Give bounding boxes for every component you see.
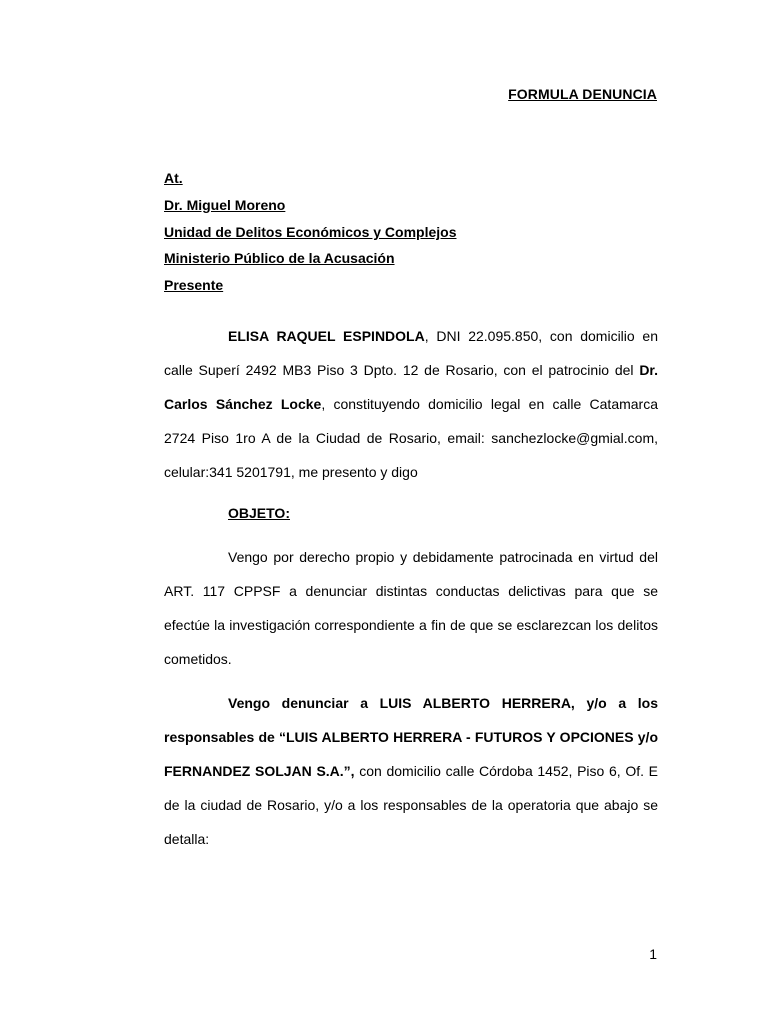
section-heading-objeto: OBJETO: (228, 505, 290, 521)
addressee-block (164, 168, 457, 302)
document-title: FORMULA DENUNCIA (508, 86, 657, 102)
addressee-line: At. (164, 170, 183, 186)
denuncia-bold-text: Vengo denunciar a LUIS ALBERTO HERRERA, y/o a los responsables de “LUIS ALBERTO HERRERA - FUTUROS Y OPCIONES y/o FERNANDEZ SOLJAN S.A.”, (164, 695, 658, 779)
addressee-line: Ministerio Público de la Acusación (164, 250, 395, 267)
lawyer-name: Dr. Carlos Sánchez Locke (164, 362, 658, 412)
addressee-line: Presente (164, 277, 224, 294)
addressee-line: Dr. Miguel Moreno (164, 196, 286, 213)
page-number: 1 (649, 946, 657, 962)
complainant-name: ELISA RAQUEL ESPINDOLA (228, 328, 425, 344)
denuncia-paragraph (164, 686, 658, 856)
addressee-line: Unidad de Delitos Económicos y Complejos (164, 223, 457, 240)
objeto-paragraph: Vengo por derecho propio y debidamente patrocinada en virtud del ART. 117 CPPSF a denunciar distintas conductas delictivas para que se efectúe la investigación correspondiente a fin de que se esclarezcan los delitos cometidos. (164, 549, 658, 667)
presentation-paragraph (164, 319, 658, 489)
denuncia-text: con domicilio calle Córdoba 1452, Piso 6, Of. E de la ciudad de Rosario, y/o a los responsables de la operatoria que abajo se detalla: (164, 763, 658, 847)
presentation-text-a: , DNI 22.095.850, con domicilio en calle Superí 2492 MB3 Piso 3 Dpto. 12 de Rosario, con el patrocinio del (164, 328, 658, 378)
presentation-text-b: , constituyendo domicilio legal en calle Catamarca 2724 Piso 1ro A de la Ciudad de Rosario, email: sanchezlocke@gmial.com, celular:341 5201791, me presento y digo (164, 396, 658, 480)
